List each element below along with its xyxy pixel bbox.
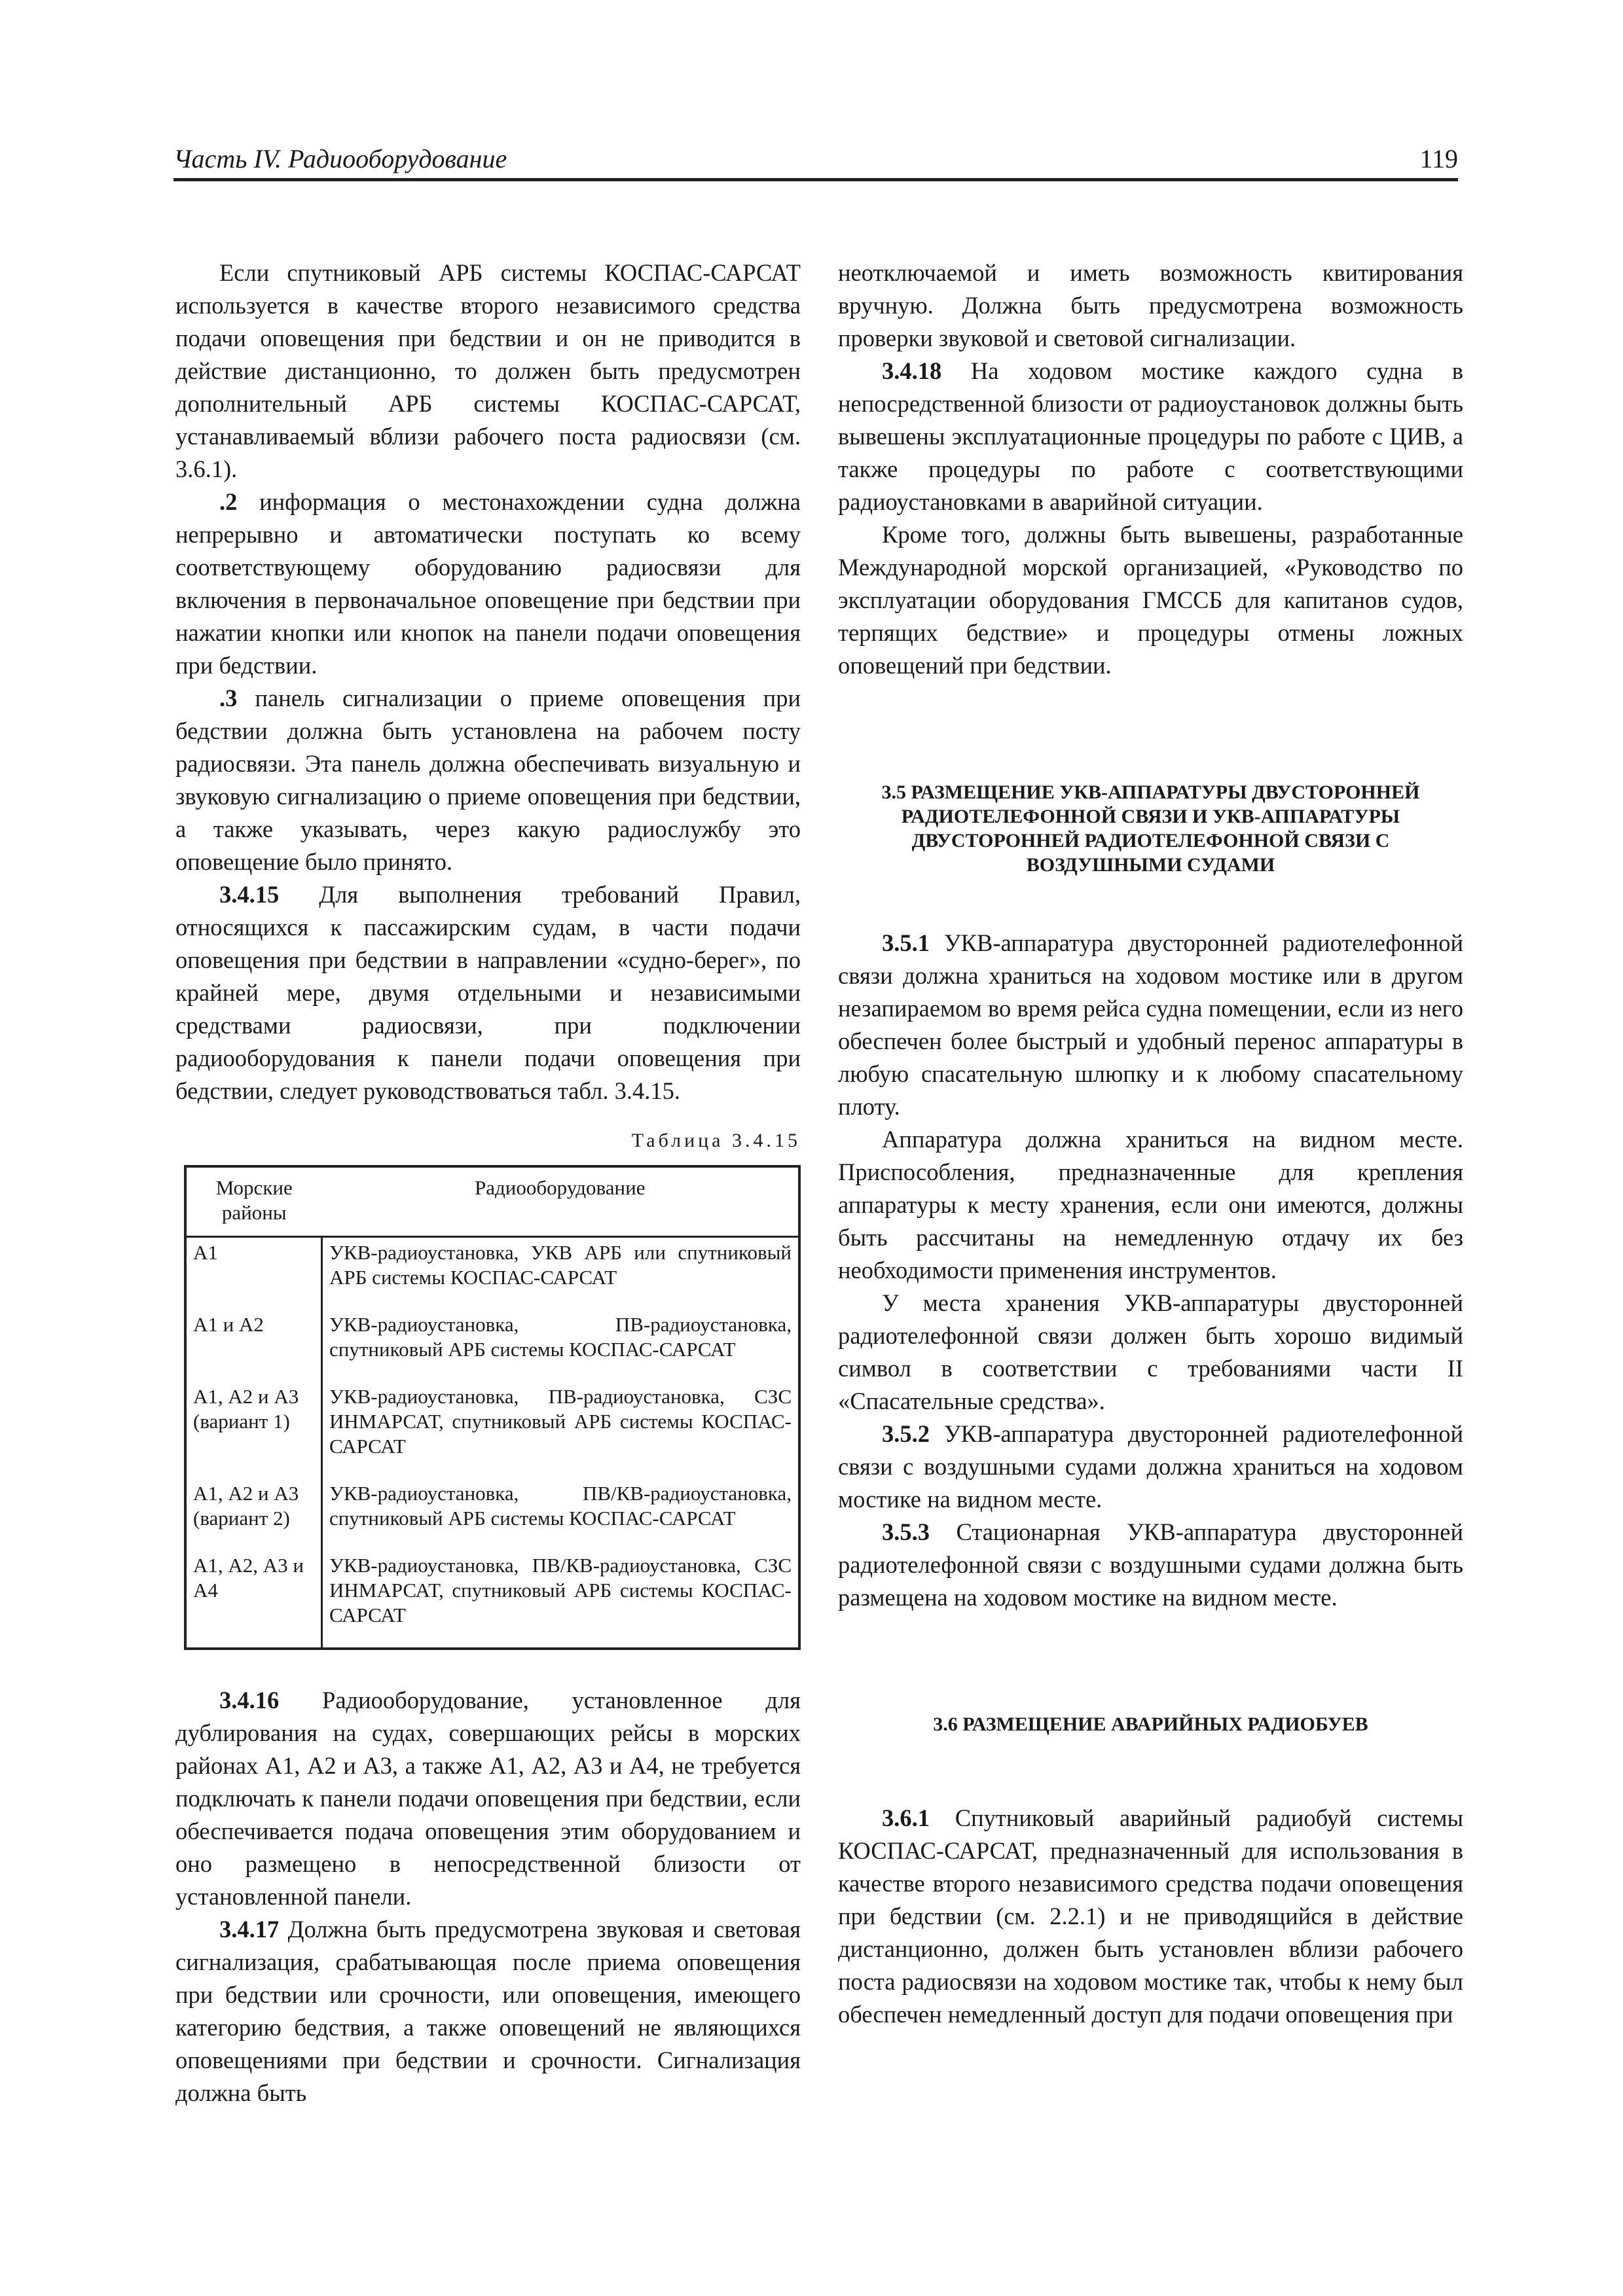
zone-cell: А1 и А2: [193, 1313, 264, 1336]
running-title: Часть IV. Радиооборудование: [173, 144, 507, 173]
page-header: [173, 141, 1458, 181]
table-row: [185, 1310, 799, 1382]
paragraph: [838, 927, 1463, 1123]
clause-number: .3: [219, 685, 238, 711]
equipment-cell: УКВ-радиоустановка, ПВ-радиоустановка, спутниковый АРБ системы КОСПАС-САРСАТ: [322, 1310, 800, 1382]
zone-cell: А1, А2 и А3 (вариант 1): [193, 1385, 299, 1433]
paragraph: [175, 878, 801, 1107]
table-row: [185, 1479, 799, 1551]
page-number: 119: [1419, 144, 1458, 173]
table-header-row: [185, 1166, 799, 1237]
paragraph-text: Должна быть предусмотрена звуковая и световая сигнализация, срабатывающая после приема оповещения при бедствии или срочности, или оповещения, имеющего категорию бедствия, а также оповещений не являющихся оповещениями при бедствии и срочности. Сигнализация должна быть: [175, 1916, 801, 2106]
paragraph-text: Спутниковый аварийный радиобуй системы КОСПАС-САРСАТ, предназначенный для использования в качестве второго независимого средства подачи оповещения при бедствии (см. 2.2.1) и не приводящийся в действие дистанционно, должен быть установлен вблизи рабочего поста радиосвязи на ходовом мостике так, чтобы к нему был обеспечен немедленный доступ для подачи оповещения при: [838, 1804, 1463, 2028]
table-row: [185, 1237, 799, 1310]
section-heading-3-5: 3.5 РАЗМЕЩЕНИЕ УКВ-АППАРАТУРЫ ДВУСТОРОННЕЙ РАДИОТЕЛЕФОННОЙ СВЯЗИ И УКВ-АППАРАТУРЫ ДВУСТОРОННЕЙ РАДИОТЕЛЕФОННОЙ СВЯЗИ С ВОЗДУШНЫМИ СУДАМИ: [881, 781, 1420, 876]
clause-number: 3.4.15: [219, 881, 280, 908]
left-column: [175, 257, 801, 2109]
paragraph: Кроме того, должны быть вывешены, разработанные Международной морской организацией, «Руководство по эксплуатации оборудования ГМССБ для капитанов судов, терпящих бедствие» и процедуры отмены ложных оповещений при бедствии.: [838, 521, 1463, 679]
paragraph: [838, 1516, 1463, 1614]
zone-cell: А1, А2, А3 и А4: [193, 1554, 304, 1602]
paragraph: [175, 1684, 801, 1913]
equipment-table: [184, 1165, 801, 1650]
clause-number: 3.6.1: [882, 1804, 930, 1831]
paragraph: У места хранения УКВ-аппаратуры двусторонней радиотелефонной связи должен быть хорошо видимый символ в соответствии с требованиями части II «Спасательные средства».: [838, 1289, 1463, 1414]
paragraph-text: панель сигнализации о приеме оповещения при бедствии должна быть установлена на рабочем посту радиосвязи. Эта панель должна обеспечивать визуальную и звуковую сигнализацию о приеме оповещения при бедствии, а также указывать, через какую радиослужбу это оповещение было принято.: [175, 685, 801, 875]
paragraph: [175, 1913, 801, 2109]
paragraph: [838, 1802, 1463, 2031]
table-header-zone: Морские районы: [185, 1166, 322, 1237]
paragraph: Если спутниковый АРБ системы КОСПАС-САРСАТ используется в качестве второго независимого средства подачи оповещения при бедствии и он не приводится в действие дистанционно, то должен быть предусмотрен дополнительный АРБ системы КОСПАС-САРСАТ, устанавливаемый вблизи рабочего поста радиосвязи (см. 3.6.1).: [175, 259, 801, 482]
clause-number: 3.5.3: [882, 1518, 930, 1545]
paragraph-text: Радиооборудование, установленное для дублирования на судах, совершающих рейсы в морских районах А1, А2 и А3, а также А1, А2, А3 и А4, не требуется подключать к панели подачи оповещения при бедствии, если обеспечивается подача оповещения этим оборудованием и оно размещено в непосредственной близости от установленной панели.: [175, 1687, 801, 1910]
paragraph: [838, 1418, 1463, 1516]
equipment-cell: УКВ-радиоустановка, ПВ/КВ-радиоустановка, спутниковый АРБ системы КОСПАС-САРСАТ: [322, 1479, 800, 1551]
right-column: [838, 257, 1463, 2031]
section-heading-3-6: 3.6 РАЗМЕЩЕНИЕ АВАРИЙНЫХ РАДИОБУЕВ: [933, 1713, 1368, 1735]
paragraph-text: Стационарная УКВ-аппаратура двусторонней радиотелефонной связи с воздушными судами должна быть размещена на ходовом мостике на видном месте.: [838, 1518, 1463, 1611]
table-header-equipment: Радиооборудование: [322, 1166, 800, 1237]
clause-number: 3.5.1: [882, 929, 930, 956]
clause-number: 3.4.17: [219, 1916, 280, 1943]
equipment-cell: УКВ-радиоустановка, УКВ АРБ или спутниковый АРБ системы КОСПАС-САРСАТ: [322, 1237, 800, 1310]
paragraph-text: УКВ-аппаратура двусторонней радиотелефонной связи с воздушными судами должна храниться на ходовом мостике на видном месте.: [838, 1420, 1463, 1513]
clause-number: 3.4.16: [219, 1687, 280, 1713]
zone-cell: А1, А2 и А3 (вариант 2): [193, 1482, 299, 1530]
equipment-cell: УКВ-радиоустановка, ПВ/КВ-радиоустановка, СЗС ИНМАРСАТ, спутниковый АРБ системы КОСПАС-САРСАТ: [322, 1551, 800, 1649]
paragraph: Аппаратура должна храниться на видном месте. Приспособления, предназначенные для крепления аппаратуры к месту хранения, если они имеются, должны быть рассчитаны на немедленную отдачу их без необходимости применения инструментов.: [838, 1126, 1463, 1283]
paragraph: [175, 486, 801, 682]
table-row: [185, 1551, 799, 1649]
paragraph-text: информация о местонахождении судна должна непрерывно и автоматически поступать ко всему соответствующему оборудованию радиосвязи для включения в первоначальное оповещение при бедствии при нажатии кнопки или кнопок на панели подачи оповещения при бедствии.: [175, 488, 801, 679]
paragraph-text: Для выполнения требований Правил, относящихся к пассажирским судам, в части подачи оповещения при бедствии в направлении «судно-берег», по крайней мере, двумя отдельными и независимыми средствами радиосвязи, при подключении радиооборудования к панели подачи оповещения при бедствии, следует руководствоваться табл. 3.4.15.: [175, 881, 801, 1104]
clause-number: .2: [219, 488, 238, 515]
paragraph: [175, 682, 801, 878]
paragraph: неотключаемой и иметь возможность квитирования вручную. Должна быть предусмотрена возможность проверки звуковой и световой сигнализации.: [838, 259, 1463, 351]
clause-number: 3.5.2: [882, 1420, 930, 1447]
paragraph: [838, 355, 1463, 518]
equipment-cell: УКВ-радиоустановка, ПВ-радиоустановка, СЗС ИНМАРСАТ, спутниковый АРБ системы КОСПАС-САРСАТ: [322, 1382, 800, 1479]
clause-number: 3.4.18: [882, 357, 942, 384]
paragraph-text: На ходовом мостике каждого судна в непосредственной близости от радиоустановок должны быть вывешены эксплуатационные процедуры по работе с ЦИВ, а также процедуры по работе с соответствующими радиоустановками в аварийной ситуации.: [838, 357, 1463, 515]
paragraph-text: УКВ-аппаратура двусторонней радиотелефонной связи должна храниться на ходовом мостике или в другом незапираемом во время рейса судна помещении, если из него обеспечен более быстрый и удобный перенос аппаратуры в любую спасательную шлюпку и к любому спасательному плоту.: [838, 929, 1463, 1120]
table-caption: Таблица 3.4.15: [631, 1130, 801, 1151]
zone-cell: А1: [193, 1241, 218, 1264]
table-row: [185, 1382, 799, 1479]
